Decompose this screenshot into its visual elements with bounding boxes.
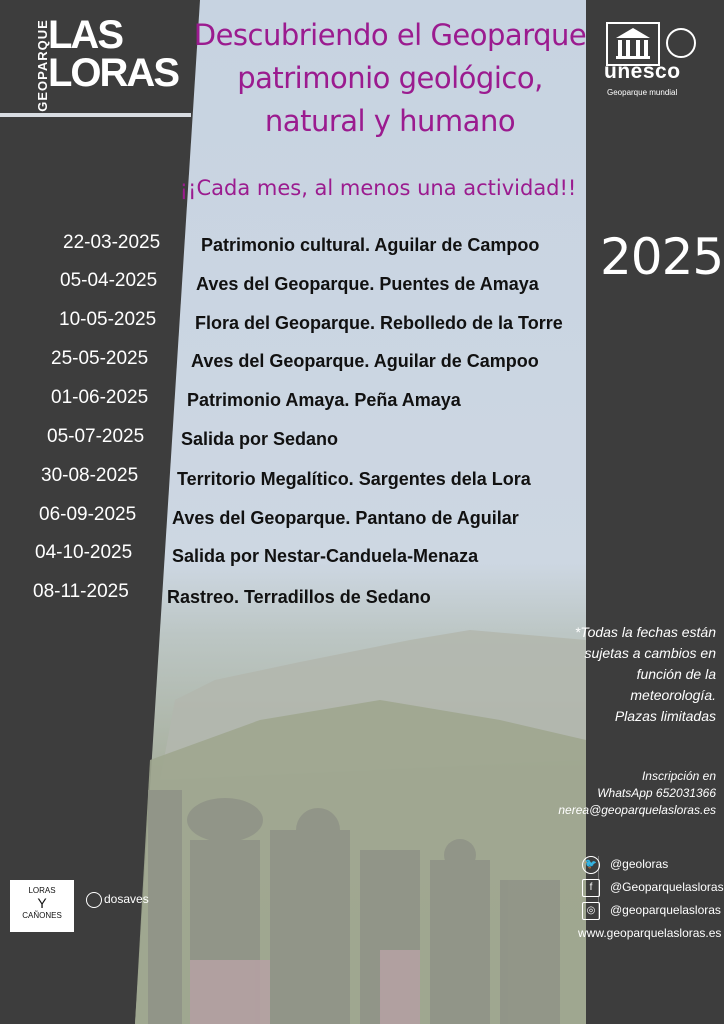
dosaves-text: dosaves [104,892,149,907]
subtitle: ¡¡Cada mes, al menos una actividad!! [179,176,577,200]
twitter-icon: 🐦 [582,856,600,874]
activity-name: Salida por Nestar-Canduela-Menaza [172,546,479,566]
disclaimer-line: función de la [636,666,716,682]
social-facebook[interactable] [582,879,724,897]
disclaimer-note [536,622,716,727]
activity-name: Patrimonio Amaya. Peña Amaya [187,390,461,410]
activity-name: Salida por Sedano [181,429,339,449]
title-line-1: Descubriendo el Geoparque [193,18,587,52]
twitter-handle: @geoloras [610,857,669,872]
loras-logo-text: Y [37,895,47,911]
title-line-2: patrimonio geológico, [237,61,543,95]
activity-date: 06-09-2025 [39,504,137,525]
social-twitter[interactable] [582,856,668,874]
instagram-icon: ◎ [582,902,600,920]
unesco-subtitle: Geoparque mundial [607,88,678,97]
geoparque-las-loras-logo [24,13,178,112]
activity-date: 01-06-2025 [51,387,149,408]
email-link[interactable]: nerea@geoparquelasloras.es [558,803,716,817]
disclaimer-line: Plazas limitadas [614,708,716,724]
unesco-name: unesco [604,60,681,83]
logo-line-2: LORAS [48,51,178,95]
activity-name: Flora del Geoparque. Rebolledo de la Torre [195,313,563,333]
disclaimer-line: sujetas a cambios en [584,645,716,661]
dosaves-bird-icon [86,892,102,908]
logo-line-1: LAS [48,13,122,57]
activity-date: 05-04-2025 [60,270,158,291]
inscription-info [516,768,716,819]
disclaimer-line: *Todas la fechas están [574,624,716,640]
website-link[interactable]: www.geoparquelasloras.es [578,926,722,940]
dosaves-logo [86,892,149,908]
activity-name: Rastreo. Terradillos de Sedano [167,587,431,607]
activity-name: Aves del Geoparque. Pantano de Aguilar [172,508,519,528]
activity-date: 10-05-2025 [59,309,157,330]
activity-date: 25-05-2025 [51,348,149,369]
logo-underline [0,113,191,117]
activity-date: 04-10-2025 [35,542,133,563]
activity-date: 05-07-2025 [47,426,145,447]
year-label: 2025 [600,228,724,286]
social-instagram[interactable] [582,902,721,920]
inscription-label: Inscripción en [641,769,716,783]
activity-date: 30-08-2025 [41,465,139,486]
activity-name: Territorio Megalítico. Sargentes dela Lora [177,469,531,489]
loras-logo-text: LORAS [28,886,56,895]
activity-name: Aves del Geoparque. Puentes de Amaya [196,274,539,294]
activity-name: Aves del Geoparque. Aguilar de Campoo [191,351,539,371]
loras-canones-logo [10,880,74,932]
activity-date: 22-03-2025 [63,232,161,253]
instagram-handle: @geoparquelasloras [610,903,721,918]
logo-vertical-text: GEOPARQUE [34,19,50,112]
activity-date: 08-11-2025 [33,581,129,602]
disclaimer-line: meteorología. [630,687,716,703]
page-title [190,14,590,143]
facebook-handle: @Geoparquelasloras [610,880,724,895]
activity-name: Patrimonio cultural. Aguilar de Campoo [201,235,540,255]
globe-icon [666,28,696,58]
facebook-icon: f [582,879,600,897]
loras-logo-text: CAÑONES [22,911,62,920]
unesco-logo [604,22,714,102]
title-line-3: natural y humano [264,104,516,138]
whatsapp-number: WhatsApp 652031366 [597,786,716,800]
